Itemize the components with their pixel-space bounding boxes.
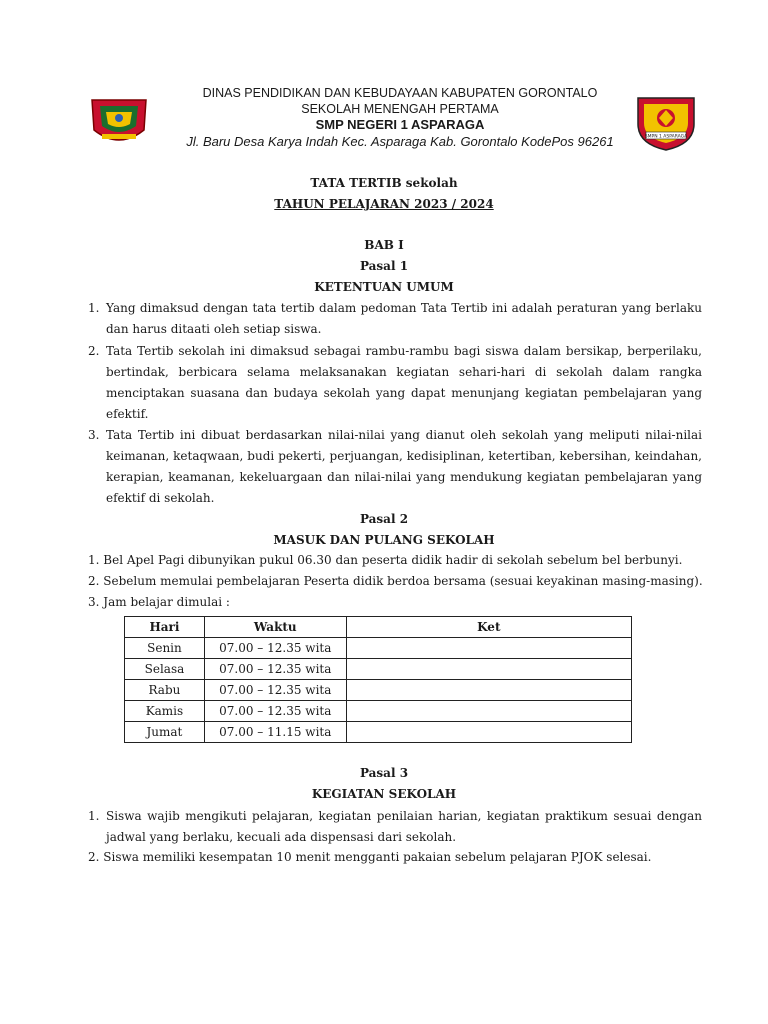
table-cell: 07.00 – 12.35 wita <box>204 701 346 722</box>
pasal1-heading: KETENTUAN UMUM <box>314 280 454 294</box>
school-logo <box>632 94 700 152</box>
table-header: Ket <box>346 617 631 638</box>
table-cell: 07.00 – 12.35 wita <box>204 680 346 701</box>
kop-jenjang: SEKOLAH MENENGAH PERTAMA <box>301 102 499 116</box>
table-header: Waktu <box>204 617 346 638</box>
item-text: Jam belajar dimulai : <box>103 595 230 609</box>
item-number: 1. <box>88 301 100 315</box>
table-cell <box>346 659 631 680</box>
table-cell: Selasa <box>125 659 205 680</box>
table-cell <box>346 638 631 659</box>
item-text: Bel Apel Pagi dibunyikan pukul 06.30 dan peserta didik hadir di sekolah sebelum bel berbunyi. <box>103 553 683 567</box>
kop-address: Jl. Baru Desa Karya Indah Kec. Asparaga Kab. Gorontalo KodePos 96261 <box>186 134 614 149</box>
pasal3-heading: KEGIATAN SEKOLAH <box>311 787 457 801</box>
table-cell: Rabu <box>125 680 205 701</box>
table-header: Hari <box>125 617 205 638</box>
table-cell: 07.00 – 12.35 wita <box>204 638 346 659</box>
table-cell <box>346 722 631 743</box>
table-cell: Jumat <box>125 722 205 743</box>
table-row <box>125 701 632 722</box>
item-text: Tata Tertib ini dibuat berdasarkan nilai-nilai yang dianut oleh sekolah yang meliputi nilai-nilai keimanan, ketaqwaan, budi pekerti, perjuangan, kedisiplinan, ketertiban, kebersihan, keindahan, kerapian, keamanan, kekeluargaan dan nilai-nilai yang mendukung kegiatan pembelajaran yang efektif di sekolah. <box>106 428 702 505</box>
table-cell: Kamis <box>125 701 205 722</box>
item-text: Sebelum memulai pembelajaran Peserta didik berdoa bersama (sesuai keyakinan masing-masing). <box>103 574 703 588</box>
doc-title: TATA TERTIB sekolah <box>310 176 458 190</box>
table-row <box>125 722 632 743</box>
item-number: 1. <box>88 553 100 567</box>
item-text: Siswa memiliki kesempatan 10 menit mengganti pakaian sebelum pelajaran PJOK selesai. <box>103 850 652 864</box>
item-number: 2. <box>88 850 100 864</box>
table-cell: Senin <box>125 638 205 659</box>
table-header-row <box>125 617 632 638</box>
pasal1-item <box>88 425 702 509</box>
kop-school-name: SMP NEGERI 1 ASPARAGA <box>315 117 485 132</box>
item-number: 3. <box>88 595 100 609</box>
table-row <box>125 680 632 701</box>
pasal1-label: Pasal 1 <box>359 259 409 273</box>
bab-heading: BAB I <box>364 238 404 252</box>
item-text: Siswa wajib mengikuti pelajaran, kegiatan penilaian harian, kegiatan praktikum sesuai dengan jadwal yang berlaku, kecuali ada dispensasi dari sekolah. <box>106 809 702 844</box>
pasal3-item <box>88 850 651 864</box>
table-cell: 07.00 – 12.35 wita <box>204 659 346 680</box>
doc-year: TAHUN PELAJARAN 2023 / 2024 <box>274 197 494 211</box>
item-number: 2. <box>88 344 100 358</box>
pasal1-item <box>88 341 702 425</box>
item-number: 1. <box>88 809 100 823</box>
table-cell <box>346 701 631 722</box>
item-text: Yang dimaksud dengan tata tertib dalam pedoman Tata Tertib ini adalah peraturan yang berlaku dan harus ditaati oleh setiap siswa. <box>106 301 702 336</box>
school-logo-text: SMPN 1 ASPARAGA <box>644 134 688 140</box>
pasal3-label: Pasal 3 <box>359 766 409 780</box>
pasal1-item <box>88 298 702 340</box>
pasal2-label: Pasal 2 <box>359 512 409 526</box>
table-cell <box>346 680 631 701</box>
item-number: 2. <box>88 574 100 588</box>
table-row <box>125 659 632 680</box>
table-cell: 07.00 – 11.15 wita <box>204 722 346 743</box>
pasal2-heading: MASUK DAN PULANG SEKOLAH <box>273 533 495 547</box>
pasal2-item <box>88 595 230 609</box>
table-row <box>125 638 632 659</box>
pasal2-item <box>88 574 703 588</box>
item-number: 3. <box>88 428 100 442</box>
schedule-table <box>124 616 632 743</box>
kop-dinas: DINAS PENDIDIKAN DAN KEBUDAYAAN KABUPATEN GORONTALO <box>202 86 598 100</box>
pasal2-item <box>88 553 682 567</box>
regency-logo <box>88 96 150 148</box>
pasal3-item <box>88 806 702 848</box>
item-text: Tata Tertib sekolah ini dimaksud sebagai rambu-rambu bagi siswa dalam bersikap, berperilaku, bertindak, berbicara selama melaksanakan kegiatan sehari-hari di sekolah dalam rangka menciptakan suasana dan budaya sekolah yang dapat menunjang kegiatan pembelajaran yang efektif. <box>106 344 702 421</box>
